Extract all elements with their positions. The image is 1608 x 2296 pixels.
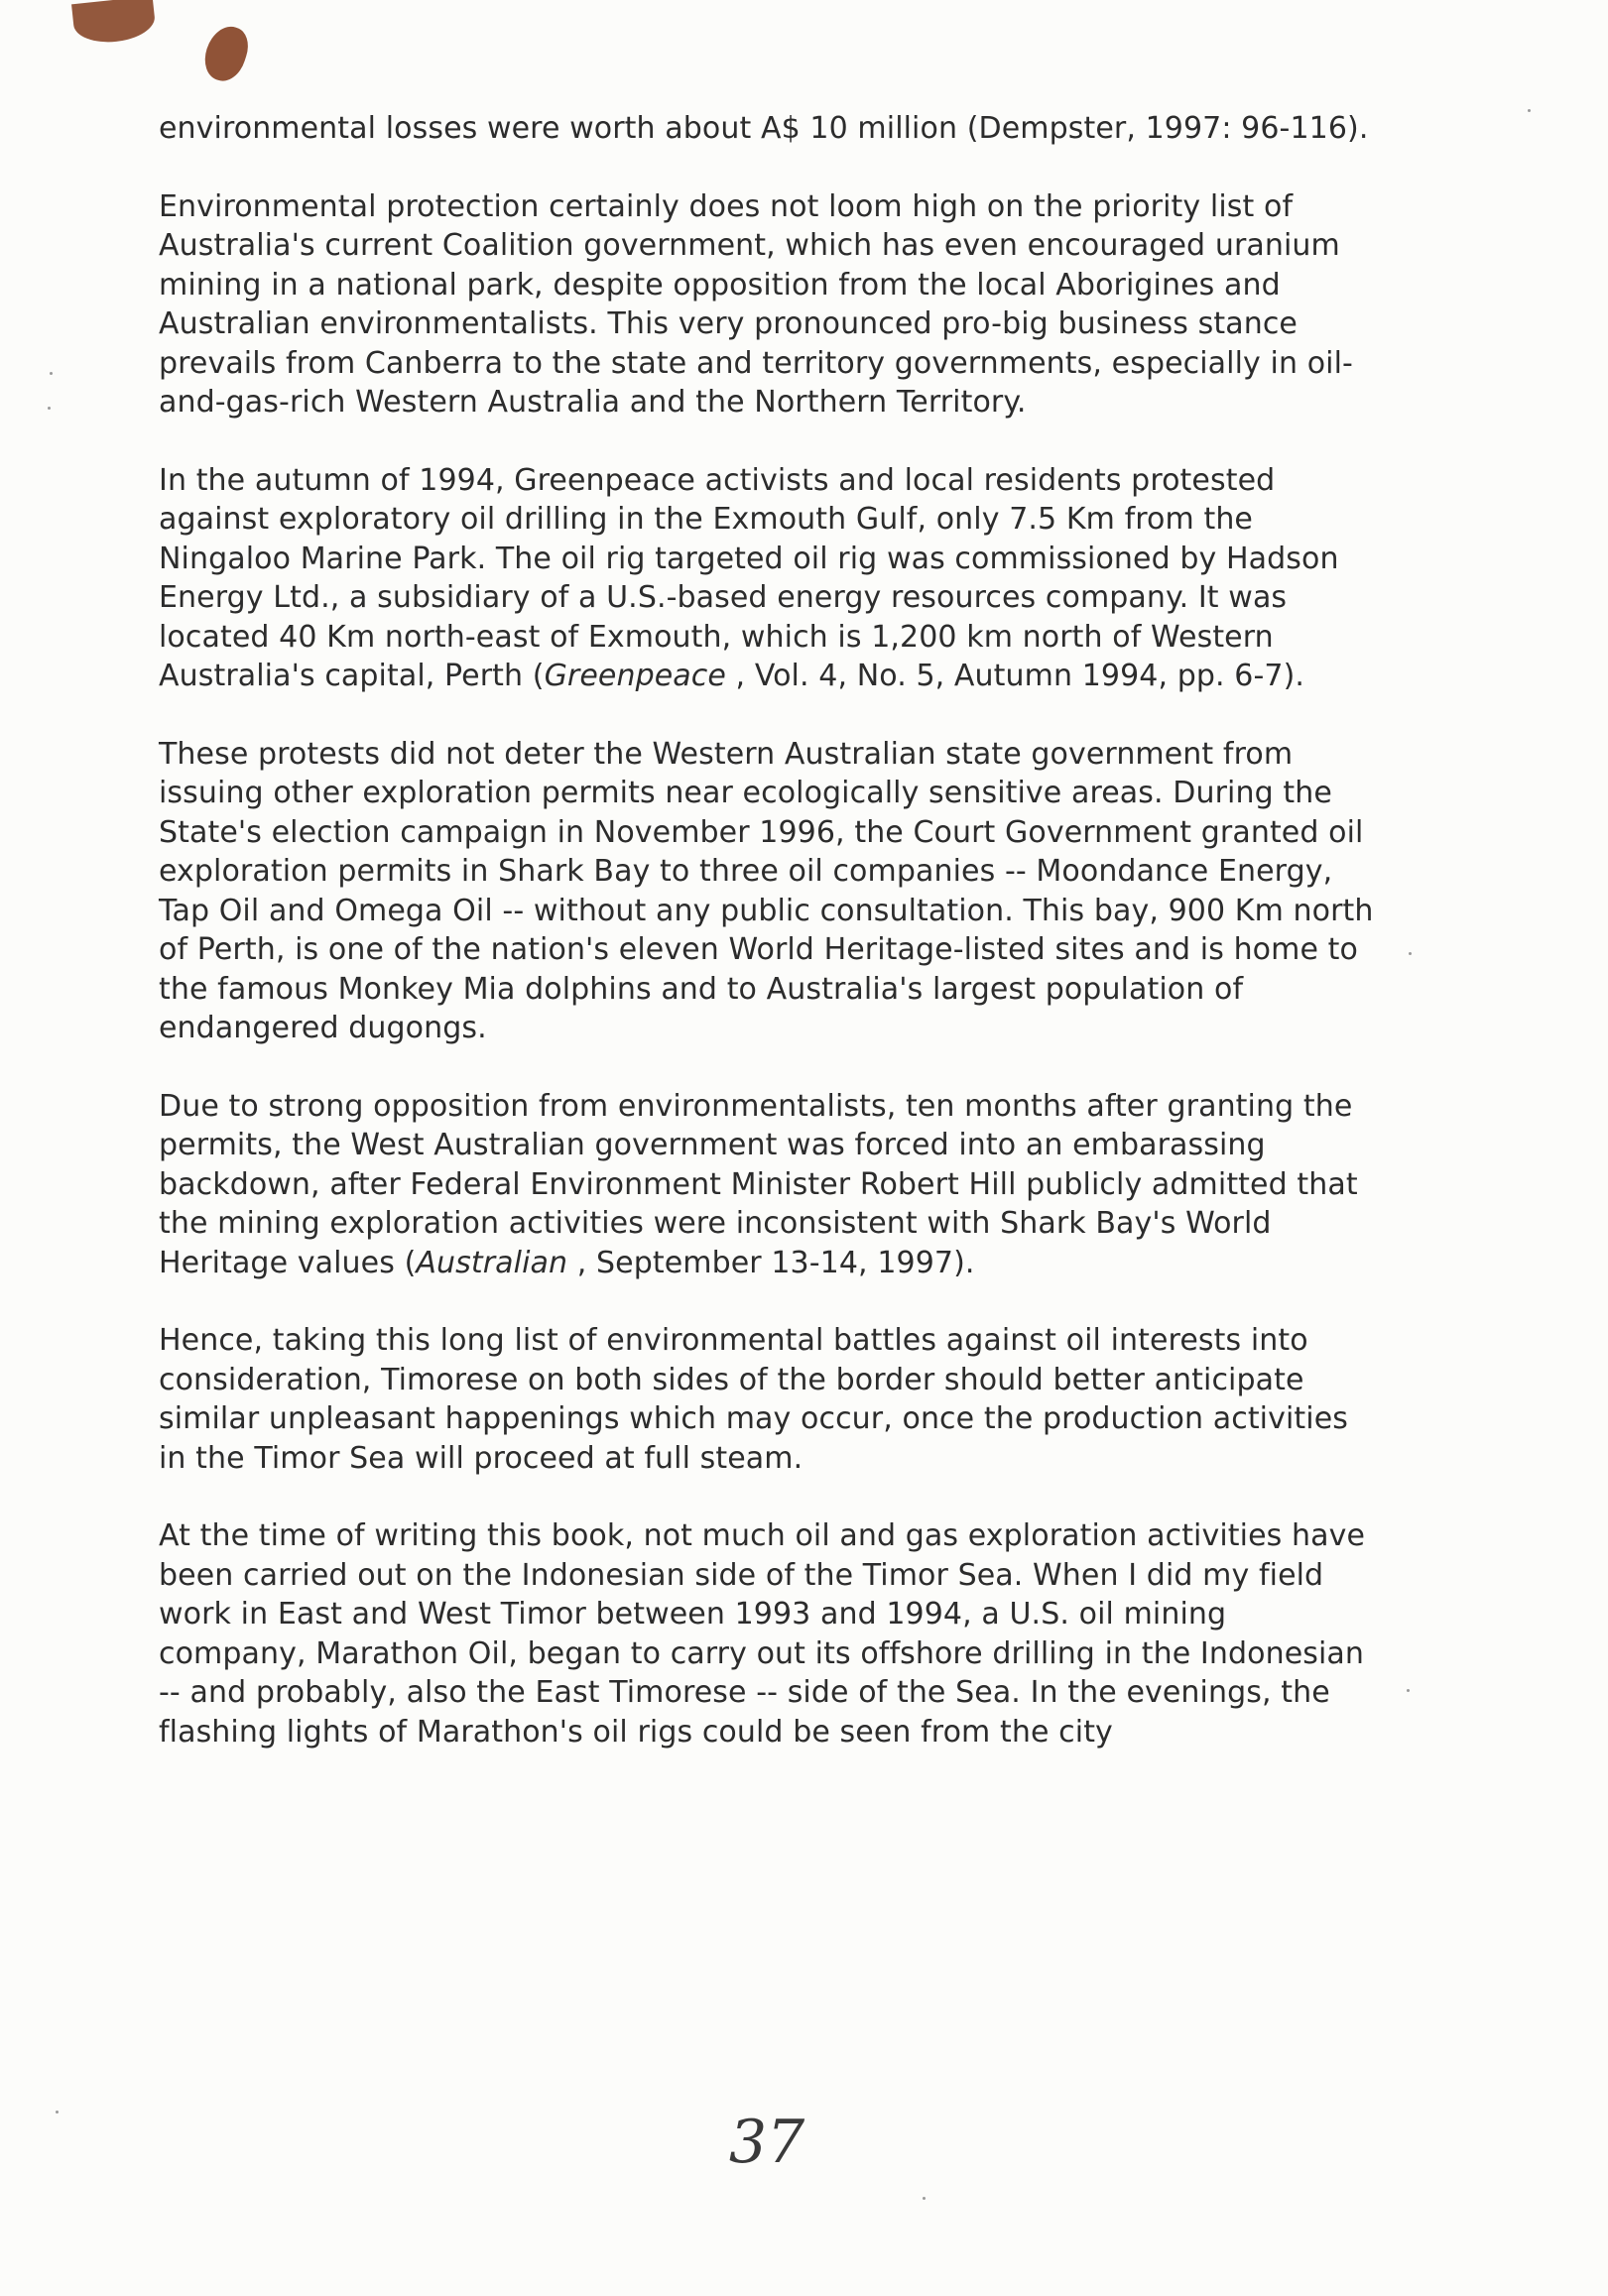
paragraph — [159, 1087, 1379, 1283]
paragraph: These protests did not deter the Western Australian state government from issuing other exploration permits near ecologically sensitive areas. During the State's election campaign in November 1996, the Court Government granted oil exploration permits in Shark Bay to three oil companies -- Moondance Energy, Tap Oil and Omega Oil -- without any public consultation. This bay, 900 Km north of Perth, is one of the nation's eleven World Heritage-listed sites and is home to the famous Monkey Mia dolphins and to Australia's largest population of endangered dugongs. — [159, 736, 1374, 1045]
scan-speck — [923, 2197, 926, 2200]
body-text — [159, 109, 1379, 1790]
paragraph-text: , September 13-14, 1997). — [567, 1245, 975, 1280]
paragraph: Hence, taking this long list of environmental battles against oil interests into consideration, Timorese on both sides of the border should better anticipate similar unpleasant happenings which may occur, once the production activities in the Timor Sea will proceed at full steam. — [159, 1323, 1348, 1476]
scan-speck — [50, 372, 53, 375]
paragraph: At the time of writing this book, not much oil and gas exploration activities have been carried out on the Indonesian side of the Timor Sea. When I did my field work in East and West Timor between 1993 and 1994, a U.S. oil mining company, Marathon Oil, began to carry out its offshore drilling in the Indonesian -- and probably, also the East Timorese -- side of the Sea. In the evenings, the flashing lights of Marathon's oil rigs could be seen from the city — [159, 1518, 1366, 1750]
paragraph-text: , Vol. 4, No. 5, Autumn 1994, pp. 6-7). — [725, 659, 1305, 693]
paragraph-text: In the autumn of 1994, Greenpeace activists and local residents protested against exploratory oil drilling in the Exmouth Gulf, only 7.5 Km from the Ningaloo Marine Park. The oil rig targeted oil rig was commissioned by Hadson Energy Ltd., a subsidiary of a U.S.-based energy resources company. It was located 40 Km north-east of Exmouth, which is 1,200 km north of Western Australia's capital, Perth ( — [159, 462, 1339, 693]
paragraph: Environmental protection certainly does not loom high on the priority list of Australia's current Coalition government, which has even encouraged uranium mining in a national park, despite opposition from the local Aborigines and Australian environmentalists. This very pronounced pro-big business stance prevails from Canberra to the state and territory governments, especially in oil-and-gas-rich Western Australia and the Northern Territory. — [159, 188, 1353, 420]
citation-source: Greenpeace — [544, 659, 726, 693]
scan-speck — [1528, 109, 1531, 112]
page-number: 37 — [728, 2108, 805, 2177]
paragraph: environmental losses were worth about A$ 10 million (Dempster, 1997: 96-116). — [159, 111, 1369, 146]
ink-stain — [71, 0, 157, 46]
citation-source: Australian — [416, 1245, 568, 1280]
scan-speck — [48, 407, 51, 410]
scan-speck — [1409, 952, 1412, 955]
paragraph — [159, 461, 1379, 696]
ink-stain — [198, 21, 253, 86]
scan-speck — [56, 2111, 59, 2114]
paragraph-text: Due to strong opposition from environmentalists, ten months after granting the permits, the West Australian government was forced into an embarassing backdown, after Federal Environment Minister Robert Hill publicly admitted that the mining exploration activities were inconsistent with Shark Bay's World Heritage values ( — [159, 1088, 1358, 1280]
scan-speck — [1407, 1689, 1410, 1692]
